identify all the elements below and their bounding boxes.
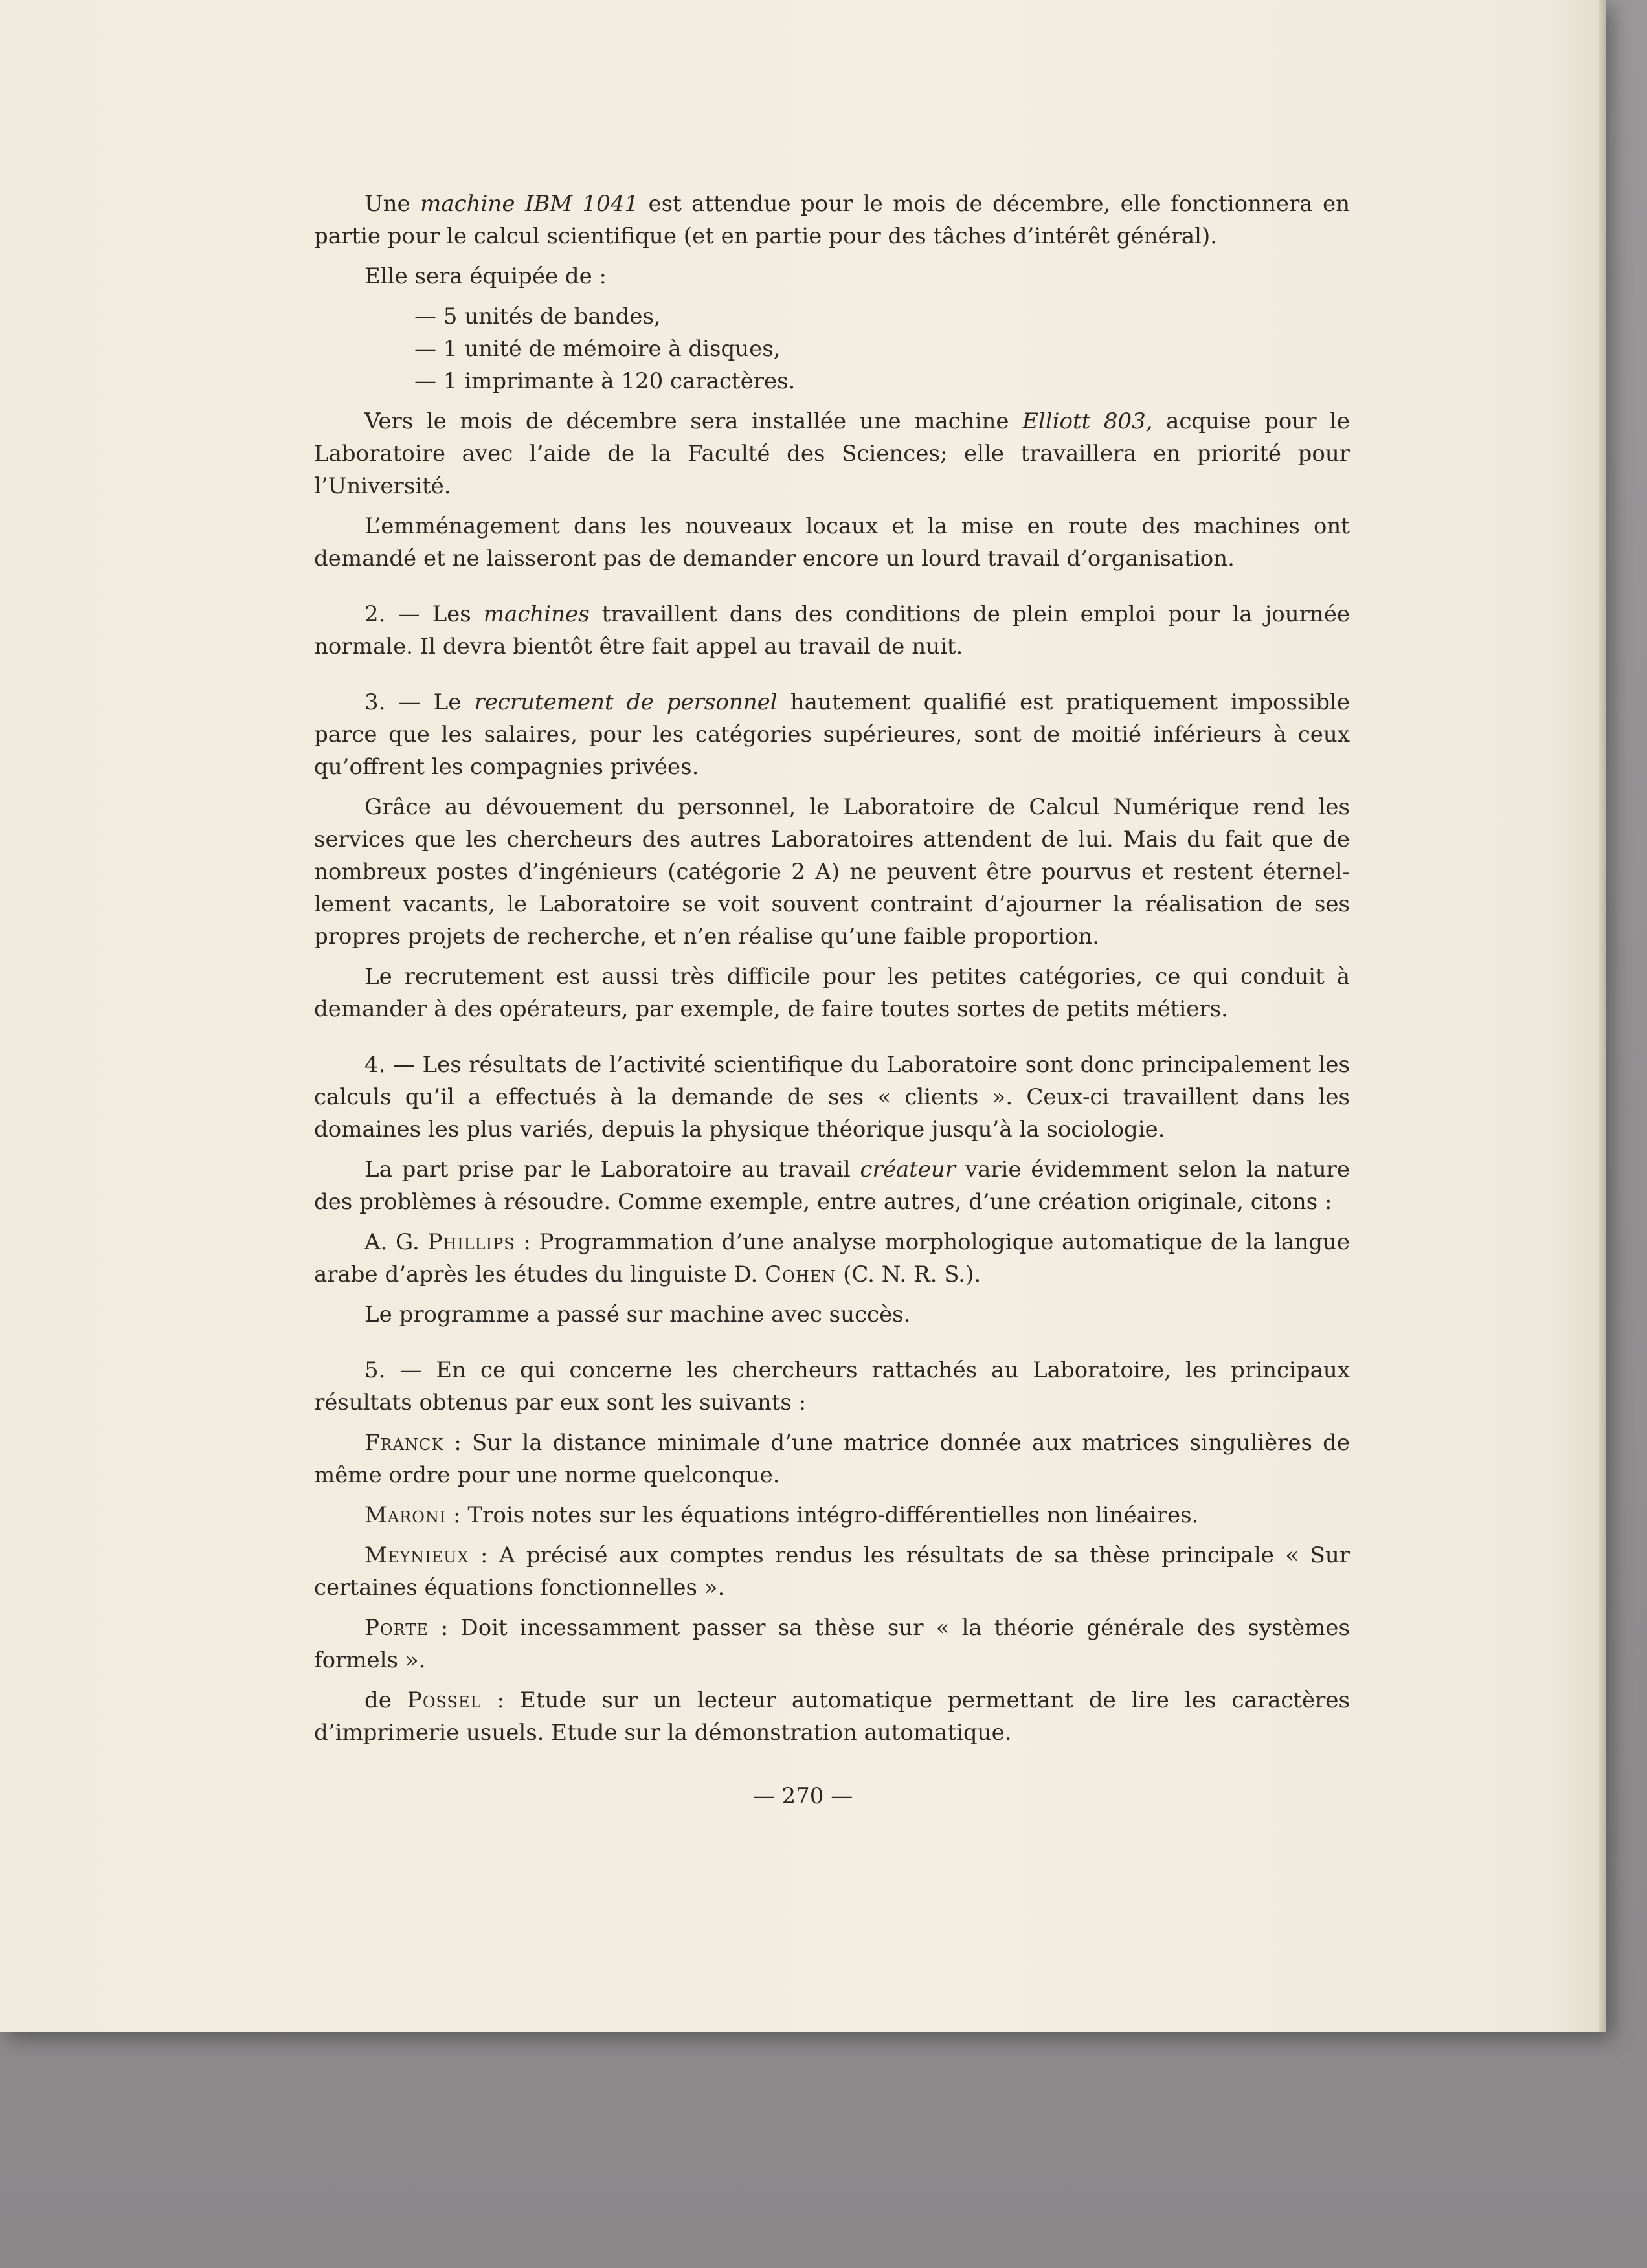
paragraph	[314, 510, 1350, 575]
text-run: : A précisé aux comptes rendus les résultats de sa thèse principale « Sur certaines équations fonctionnelles ».	[314, 1542, 1350, 1601]
paragraph	[314, 1427, 1350, 1491]
text-run: : Sur la distance minimale d’une matrice donnée aux matrices singulières de même ordre pour une norme quelconque.	[314, 1430, 1350, 1488]
text-run: Une	[364, 191, 421, 217]
paragraph	[314, 1539, 1350, 1604]
paragraph	[314, 1049, 1350, 1146]
text-run: A. G.	[364, 1229, 428, 1255]
text-run: : Etude sur un lecteur automatique permettant de lire les caractères d’imprimerie usuels. Etude sur la démonstration automatique.	[314, 1687, 1350, 1746]
text-run: hautement qualifié est pratiquement impossible parce que les salaires, pour les catégories supérieures, sont de moitié inférieurs à ceux qu’offrent les compagnies privées.	[314, 689, 1350, 780]
paragraph	[314, 791, 1350, 953]
paragraph	[314, 1226, 1350, 1291]
equipment-list	[314, 300, 1350, 397]
italic-text: recrutement de personnel	[474, 689, 778, 715]
text-run: travaillent dans des conditions de plein emploi pour la journée normale. Il devra bientôt être fait appel au travail de nuit.	[314, 601, 1350, 660]
author-name: Possel	[407, 1687, 482, 1713]
list-item: — 1 unité de mémoire à disques,	[414, 336, 781, 362]
text-run: La part prise par le Laboratoire au travail	[364, 1157, 860, 1183]
paragraph	[314, 961, 1350, 1025]
paragraph	[314, 686, 1350, 783]
italic-text: machines	[483, 601, 590, 627]
text-run: 5. — En ce qui concerne les chercheurs rattachés au Laboratoire, les principaux résultats obtenus par eux sont les suivants :	[314, 1357, 1350, 1416]
body-text	[314, 188, 1350, 1757]
text-run: acquise pour le Laboratoire avec l’aide de la Faculté des Sciences; elle travaillera en priorité pour l’Université.	[314, 408, 1350, 499]
italic-text: machine IBM 1041	[420, 191, 639, 217]
page-number: — 270 —	[752, 1783, 853, 1809]
page-edge	[1599, 0, 1606, 2032]
italic-text: Elliott 803,	[1022, 408, 1153, 434]
paragraph	[314, 1684, 1350, 1749]
text-run: : Programmation d’une analyse morphologique automatique de la langue arabe d’après les études du linguiste D.	[314, 1229, 1350, 1287]
author-name: Porte	[364, 1615, 429, 1641]
paragraph	[314, 598, 1350, 663]
author-name: Phillips	[427, 1229, 515, 1255]
text-run: Elle sera équipée de :	[364, 263, 607, 289]
text-run: : Trois notes sur les équations intégro-différentielles non linéaires.	[446, 1502, 1199, 1528]
paragraph	[314, 1499, 1350, 1531]
author-name: Maroni	[364, 1502, 447, 1528]
text-run: Vers le mois de décembre sera installée une machine	[364, 408, 1023, 434]
text-run: : Doit incessamment passer sa thèse sur « la théorie générale des systèmes formels ».	[314, 1615, 1350, 1673]
text-run: 4. — Les résultats de l’activité scientifique du Laboratoire sont donc principalement les calculs qu’il a effectués à la demande de ses « clients ». Ceux-ci travaillent dans les domaines les plus variés, depuis la physique théorique jusqu’à la sociologie.	[314, 1052, 1350, 1142]
paragraph	[314, 188, 1350, 252]
list-item: — 1 imprimante à 120 caractères.	[414, 368, 796, 394]
text-run: Le recrutement est aussi très difficile pour les petites catégories, ce qui conduit à demander à des opérateurs, par exemple, de faire toutes sortes de petits métiers.	[314, 964, 1350, 1022]
author-name: Franck	[364, 1430, 444, 1456]
text-run: varie évidemment selon la nature des problèmes à résoudre. Comme exemple, entre autres, d’une création originale, citons :	[314, 1157, 1350, 1215]
paragraph	[314, 1354, 1350, 1419]
text-run: L’emménagement dans les nouveaux locaux et la mise en route des machines ont demandé et ne laisseront pas de demander encore un lourd travail d’organisation.	[314, 513, 1350, 572]
list-item: — 5 unités de bandes,	[414, 304, 661, 329]
text-run: 2. — Les	[364, 601, 484, 627]
author-name: Cohen	[765, 1262, 836, 1287]
paragraph	[314, 1298, 1350, 1331]
paragraph	[314, 1153, 1350, 1218]
text-run: (C. N. R. S.).	[836, 1262, 981, 1287]
text-run: Grâce au dévouement du personnel, le Laboratoire de Calcul Numérique rend les services que les chercheurs des autres Laboratoires attendent de lui. Mais du fait que de nombreux postes d’ingénieurs (catégorie 2 A) ne peuvent être pourvus et restent éternellement vacants, le Laboratoire se voit souvent contraint d’ajourner la réalisation de ses propres projets de recherche, et n’en réalise qu’une faible proportion.	[314, 794, 1350, 950]
text-run: de	[364, 1687, 407, 1713]
italic-text: créateur	[860, 1157, 956, 1183]
author-name: Meynieux	[364, 1542, 469, 1568]
text-run: est attendue pour le mois de décembre, elle fonctionnera en partie pour le calcul scientifique (et en partie pour des tâches d’intérêt général).	[314, 191, 1350, 249]
paragraph	[314, 260, 1350, 293]
text-run: Le programme a passé sur machine avec succès.	[364, 1302, 911, 1328]
paragraph	[314, 1612, 1350, 1676]
paragraph	[314, 405, 1350, 502]
text-run: 3. — Le	[364, 689, 475, 715]
